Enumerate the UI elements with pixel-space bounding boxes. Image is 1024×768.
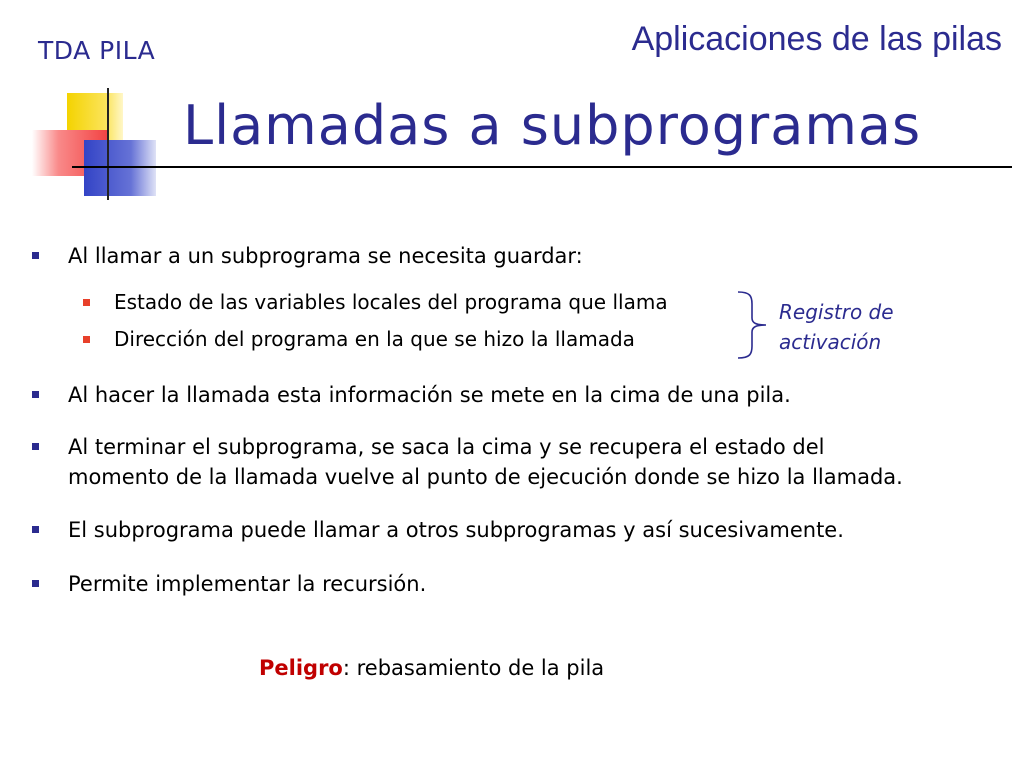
list-item [68,241,583,271]
sub-bullet-marker [83,336,90,343]
sub-bullet-marker [83,299,90,306]
list-item-text: Dirección del programa en la que se hizo la llamada [114,327,635,351]
list-item-text: Permite implementar la recursión. [68,572,427,596]
list-item-text: Al terminar el subprograma, se saca la cima y se recupera el estado del [68,435,825,459]
list-item [68,569,426,599]
note-line: Registro de [779,300,894,324]
bullet-marker [32,526,39,533]
logo-vertical-line [107,88,109,200]
list-item-text: Estado de las variables locales del programa que llama [114,290,668,314]
sub-list-item [114,288,668,316]
curly-brace [736,290,776,360]
list-item [68,380,791,410]
corner-title: TDA PILA [38,36,156,65]
activation-record-note [779,297,894,357]
topic-heading: Aplicaciones de las pilas [631,20,1002,58]
list-item-text: El subprograma puede llamar a otros subprogramas y así sucesivamente. [68,518,844,542]
bullet-marker [32,443,39,450]
bullet-marker [32,580,39,587]
list-item [68,432,903,492]
warning-keyword: Peligro [259,656,343,680]
decorative-logo [30,88,170,203]
list-item-text: Al llamar a un subprograma se necesita guardar: [68,244,583,268]
warning-text: : rebasamiento de la pila [342,656,605,680]
list-item-text: momento de la llamada vuelve al punto de ejecución donde se hizo la llamada. [68,465,903,489]
bullet-marker [32,391,39,398]
bullet-marker [32,252,39,259]
list-item [68,515,844,545]
warning-line [259,656,604,680]
list-item-text: Al hacer la llamada esta información se mete en la cima de una pila. [68,383,791,407]
page-title: Llamadas a subprogramas [183,94,922,157]
note-line: activación [779,330,882,354]
title-underline [72,166,1012,168]
logo-blue-square [84,140,156,196]
sub-list-item [114,325,635,353]
